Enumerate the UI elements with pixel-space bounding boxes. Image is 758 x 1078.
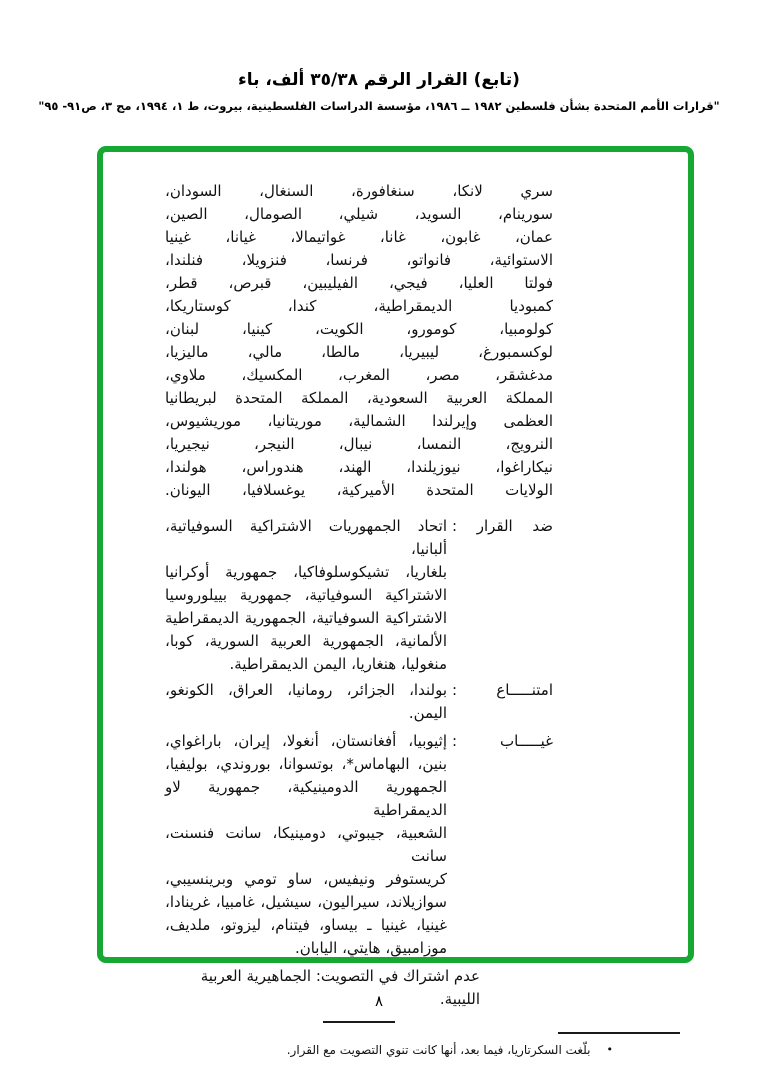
list-line: الولايات المتحدة الأميركية، يوغسلافيا، اليونان. [165, 481, 553, 499]
vote-line: سوازيلاند، سيراليون، سيشيل، غامبيا، غرينادا، [165, 893, 447, 911]
green-highlight-frame [97, 146, 694, 1057]
footnote-rule [558, 1032, 680, 1034]
voting-continuation-list [165, 180, 553, 502]
list-line: مدغشقر، مصر، المغرب، المكسيك، ملاوي، [165, 366, 553, 384]
vote-line: الاشتراكية السوفياتية، جمهورية بييلوروسيا [165, 586, 447, 604]
vote-line: الألمانية، الجمهورية العربية السورية، كوبا، [165, 632, 447, 650]
vote-label-absent: غيـــــاب : [452, 732, 553, 750]
list-line: سورينام، السويد، شيلي، الصومال، الصين، [165, 205, 553, 223]
vote-line: بولندا، الجزائر، رومانيا، العراق، الكونغو، اليمن. [165, 681, 447, 722]
no-participation-note: عدم اشتراك في التصويت: الجماهيرية العربية الليبية. [200, 967, 480, 1008]
vote-lines-absent [165, 730, 447, 960]
vote-block-abstain [165, 679, 553, 725]
vote-line: غينيا، غينيا ـ بيساو، فيتنام، ليزوتو، ملديف، [165, 916, 447, 934]
page-title: (تابع) القرار الرقم ٣٥/٣٨ ألف، باء [238, 70, 520, 90]
footnote-text: بلّغت السكرتاريا، فيما بعد، أنها كانت تنوي التصويت مع القرار. [286, 1043, 591, 1057]
list-line: نيكاراغوا، نيوزيلندا، الهند، هندوراس، هولندا، [165, 458, 553, 476]
list-line: الاستوائية، فانواتو، فرنسا، فنزويلا، فنلندا، [165, 251, 553, 269]
vote-block-against [165, 515, 553, 676]
vote-lines-against [165, 515, 447, 676]
list-line: عمان، غابون، غانا، غواتيمالا، غيانا، غينيا [165, 228, 553, 246]
vote-label-against: ضد القرار : [452, 517, 553, 535]
vote-lines-abstain [165, 679, 447, 725]
vote-line: إثيوبيا، أفغانستان، أنغولا، إيران، باراغواي، [165, 732, 447, 750]
list-line: كولومبيا، كومورو، الكويت، كينيا، لبنان، [165, 320, 553, 338]
vote-line: كريستوفر ونيفيس، ساو تومي وبرينسيبي، [165, 870, 447, 888]
list-line: كمبوديا الديمقراطية، كندا، كوستاريكا، [165, 297, 553, 315]
footnote-bullet-icon: • [606, 1043, 613, 1056]
footnote [165, 1042, 613, 1058]
source-citation: "قرارات الأمم المتحدة بشأن فلسطين ١٩٨٢ ــ ١٩٨٦، مؤسسة الدراسات الفلسطينية، بيروت، ط ١، ١٩٩٤، مج ٣، ص٩١- ٩٥" [38, 99, 720, 113]
vote-line: اتحاد الجمهوريات الاشتراكية السوفياتية، ألبانيا، [165, 517, 447, 558]
vote-line: الشعبية، جيبوتي، دومينيكا، سانت فنسنت، سانت [165, 824, 447, 865]
vote-line: بلغاريا، تشيكوسلوفاكيا، جمهورية أوكرانيا [165, 563, 447, 581]
list-line: لوكسمبورغ، ليبيريا، مالطا، مالي، ماليزيا، [165, 343, 553, 361]
document-body [165, 180, 613, 1058]
list-line: النرويج، النمسا، نيبال، النيجر، نيجيريا، [165, 435, 553, 453]
vote-line: موزامبيق، هايتي، اليابان. [294, 939, 447, 957]
list-line: المملكة العربية السعودية، المملكة المتحدة لبريطانيا [165, 389, 553, 407]
list-line: العظمى وإيرلندا الشمالية، موريتانيا، موريشيوس، [165, 412, 553, 430]
list-line: فولتا العليا، فيجي، الفيليبين، قبرص، قطر، [165, 274, 553, 292]
vote-block-absent [165, 730, 553, 960]
vote-line: الاشتراكية السوفياتية، الجمهورية الديمقراطية [165, 609, 447, 627]
divider-rule-center [323, 1021, 395, 1023]
vote-line: منغوليا، هنغاريا، اليمن الديمقراطية. [229, 655, 447, 673]
list-line: سري لانكا، سنغافورة، السنغال، السودان، [165, 182, 553, 200]
page-number: ٨ [374, 992, 384, 1010]
vote-line: الجمهورية الدومينيكية، جمهورية لاو الديمقراطية [165, 778, 447, 819]
vote-line: بنين، البهاماس*، بوتسوانا، بوروندي، بوليفيا، [165, 755, 447, 773]
vote-label-abstain: امتنـــــاع : [452, 681, 553, 699]
